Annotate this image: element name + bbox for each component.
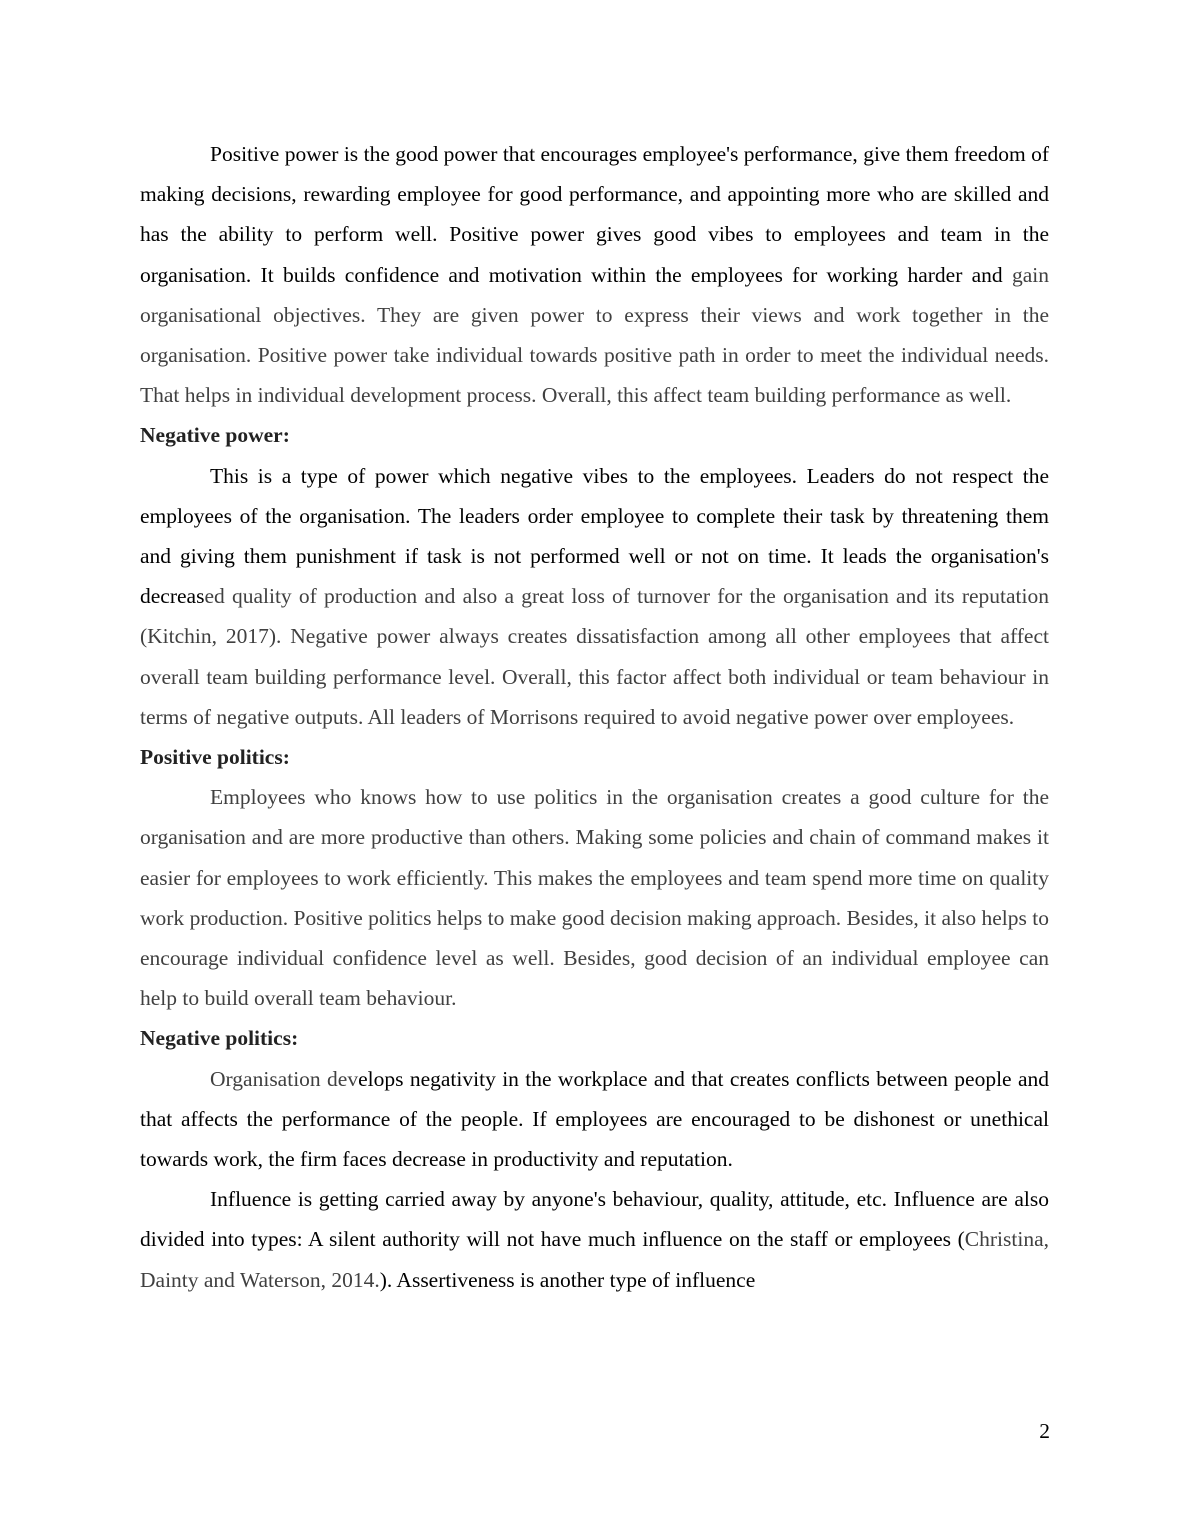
positive-politics-paragraph: Employees who knows how to use politics in the organisation creates a good culture for the organisation and are more productive than others. Making some policies and chain of command makes it easier for employees to work efficiently. This makes the employees and team spend more time on quality work production. Positive politics helps to make good decision making approach. Besides, it also helps to encourage individual confidence level as well. Besides, good decision of an individual employee can help to build overall team behaviour. xyxy=(140,785,1049,1011)
section-heading-negative-power: Negative power: xyxy=(140,423,290,448)
text-span: ). Assertiveness is another type of influence xyxy=(379,1267,756,1292)
text-span: gain organisational objectives. They are given power to express their views and work together in the organisation. Positive power take individual towards positive path in order to meet the individual needs. That helps in individual development process. Overall, this affect team building performance as well. xyxy=(140,262,1049,408)
document-body xyxy=(140,134,1049,1300)
text-span: elops negativity in the workplace and that creates conflicts between people and that affects the performance of the people. If employees are encouraged to be dishonest or unethical towards work, the firm faces decrease in productivity and reputation. xyxy=(140,1066,1050,1172)
section-heading-positive-politics: Positive politics: xyxy=(140,745,290,770)
text-span: Organisation dev xyxy=(210,1066,359,1091)
negative-power-paragraph xyxy=(140,456,1049,737)
section-heading-negative-politics: Negative politics: xyxy=(140,1026,299,1051)
page-number: 2 xyxy=(1039,1419,1050,1443)
positive-power-paragraph xyxy=(140,134,1049,415)
text-span: Positive power is the good power that encourages employee's performance, give them freedom of making decisions, rewarding employee for good performance, and appointing more who are skilled and has the ability to perform well. Positive power gives good vibes to employees and team in the organisation. It builds confidence and motivation within the employees for working harder and xyxy=(140,142,1049,287)
text-span: This is a type of power which negative vibes to the employees. Leaders do not respect the employees of the organisation. The leaders order employee to complete their task by threatening them and giving them punishment if task is not performed well or not on time. It leads the organisation's decreas xyxy=(140,463,1049,609)
negative-politics-paragraph xyxy=(140,1059,1049,1180)
citation: Christina, Dainty and Waterson, 2014. xyxy=(140,1227,1049,1292)
text-span: ed quality of production and also a great loss of turnover for the organisation and its reputation (Kitchin, 2017). Negative power always creates dissatisfaction among all other employees that affect overall team building performance level. Overall, this factor affect both individual or team behaviour in terms of negative outputs. All leaders of Morrisons required to avoid negative power over employees. xyxy=(140,584,1049,729)
influence-paragraph xyxy=(140,1179,1049,1300)
text-span: Influence is getting carried away by anyone's behaviour, quality, attitude, etc. Influence are also divided into types: A silent authority will not have much influence on the staff or employees ( xyxy=(140,1187,1049,1252)
